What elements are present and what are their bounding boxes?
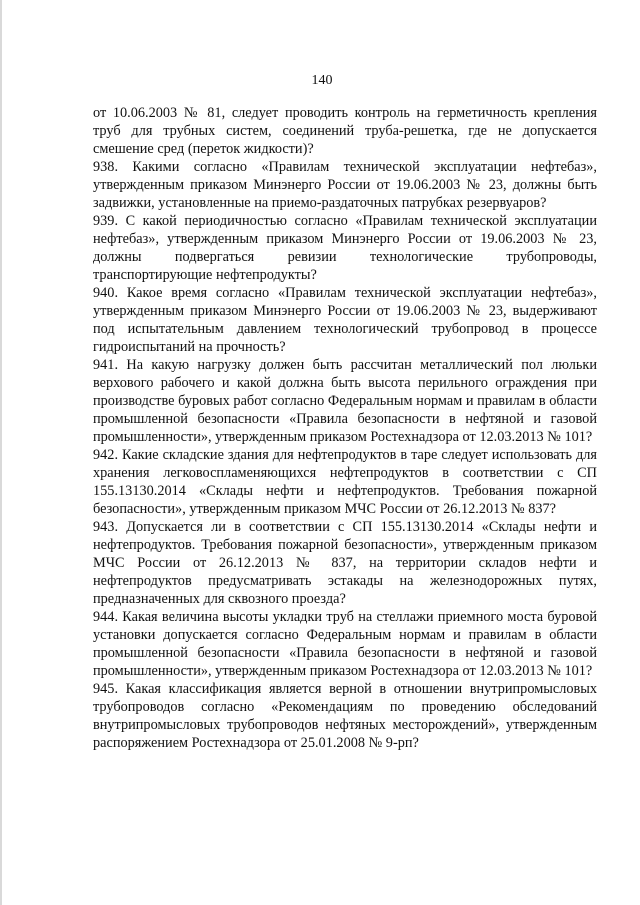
question-938: 938. Какими согласно «Правилам технической эксплуатации нефтебаз», утвержденным приказом Минэнерго России от 19.06.2003 № 23, должны быть задвижки, установленные на приемо-раздаточных патрубках резервуаров? bbox=[93, 159, 597, 211]
paragraph-continuation: от 10.06.2003 № 81, следует проводить контроль на герметичность крепления труб для трубных систем, соединений труба-решетка, где не допускается смешение сред (переток жидкости)? bbox=[93, 105, 597, 157]
page-content bbox=[93, 104, 597, 752]
question-939: 939. С какой периодичностью согласно «Правилам технической эксплуатации нефтебаз», утвержденным приказом Минэнерго России от 19.06.2003 № 23, должны подвергаться ревизии технологические трубопроводы, транспортирующие нефтепродукты? bbox=[93, 213, 597, 283]
question-942: 942. Какие складские здания для нефтепродуктов в таре следует использовать для хранения легковоспламеняющихся нефтепродуктов в соответствии с СП 155.13130.2014 «Склады нефти и нефтепродуктов. Требования пожарной безопасности», утвержденным приказом МЧС России от 26.12.2013 № 837? bbox=[93, 447, 597, 517]
page-number: 140 bbox=[311, 73, 333, 88]
question-940: 940. Какое время согласно «Правилам технической эксплуатации нефтебаз», утвержденным приказом Минэнерго России от 19.06.2003 № 23, выдерживают под испытательным давлением технологический трубопровод в процессе гидроиспытаний на прочность? bbox=[93, 285, 597, 355]
question-941: 941. На какую нагрузку должен быть рассчитан металлический пол люльки верхового рабочего и какой должна быть высота перильного ограждения при производстве буровых работ согласно Федеральным нормам и правилам в области промышленной безопасности «Правила безопасности в нефтяной и газовой промышленности», утвержденным приказом Ростехнадзора от 12.03.2013 № 101? bbox=[93, 357, 597, 445]
question-945: 945. Какая классификация является верной в отношении внутрипромысловых трубопроводов согласно «Рекомендациям по проведению обследований внутрипромысловых трубопроводов нефтяных месторождений», утвержденным распоряжением Ростехнадзора от 25.01.2008 № 9-рп? bbox=[93, 681, 597, 751]
question-943: 943. Допускается ли в соответствии с СП 155.13130.2014 «Склады нефти и нефтепродуктов. Требования пожарной безопасности», утвержденным приказом МЧС России от 26.12.2013 № 837, на территории складов нефти и нефтепродуктов предусматривать эстакады на железнодорожных путях, предназначенных для сквозного проезда? bbox=[93, 519, 597, 607]
question-944: 944. Какая величина высоты укладки труб на стеллажи приемного моста буровой установки допускается согласно Федеральным нормам и правилам в области промышленной безопасности «Правила безопасности в нефтяной и газовой промышленности», утвержденным приказом Ростехнадзора от 12.03.2013 № 101? bbox=[93, 609, 597, 679]
